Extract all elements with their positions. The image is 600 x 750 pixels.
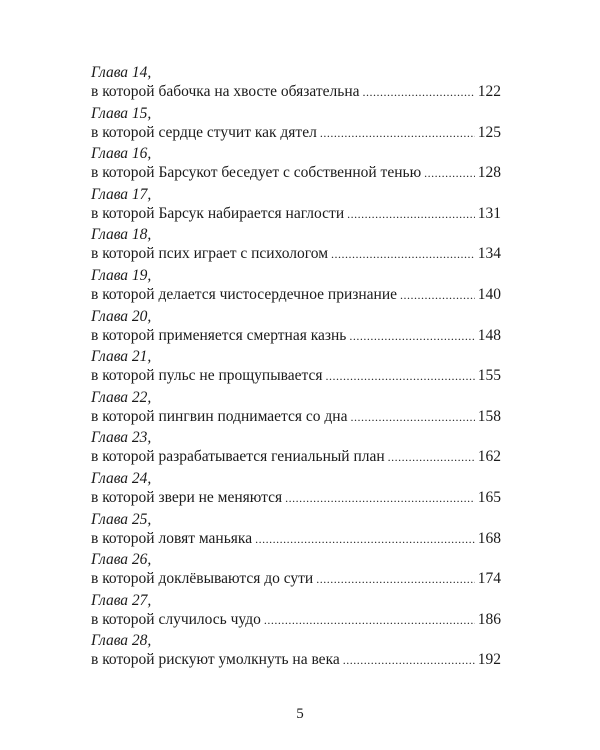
page-number: 122	[477, 83, 501, 100]
dot-leader	[424, 164, 475, 183]
toc-entry	[91, 224, 501, 265]
chapter-label: Глава 19,	[91, 266, 152, 284]
page-number: 168	[477, 529, 501, 547]
chapter-label: Глава 28,	[91, 632, 152, 650]
toc-entry	[91, 630, 501, 671]
chapter-title: в которой сердце стучит как дятел	[91, 123, 317, 141]
chapter-label: Глава 20,	[91, 307, 152, 325]
chapter-title: в которой бабочка на хвосте обязательна	[91, 83, 360, 100]
chapter-line	[91, 488, 501, 508]
dot-leader	[363, 83, 475, 102]
dot-leader	[343, 651, 475, 670]
chapter-title: в которой пульс не прощупывается	[91, 367, 323, 385]
page-number: 186	[477, 610, 501, 628]
chapter-label: Глава 25,	[91, 510, 152, 528]
chapter-label: Глава 21,	[91, 348, 152, 366]
chapter-line	[91, 82, 501, 102]
page-folio: 5	[296, 706, 304, 722]
chapter-line	[91, 366, 501, 386]
dot-leader	[331, 245, 475, 264]
chapter-line	[91, 326, 501, 346]
chapter-label: Глава 26,	[91, 551, 152, 569]
chapter-label: Глава 18,	[91, 226, 152, 244]
chapter-title: в которой случилось чудо	[91, 610, 261, 628]
toc-entry	[91, 468, 501, 509]
chapter-label: Глава 23,	[91, 429, 152, 447]
toc-entry	[91, 103, 501, 144]
chapter-line	[91, 529, 501, 549]
toc-entry	[91, 549, 501, 590]
chapter-title: в которой ловят маньяка	[91, 529, 253, 547]
table-of-contents	[91, 62, 501, 671]
page-number: 174	[477, 570, 501, 588]
chapter-title: в которой Барсук набирается наглости	[91, 204, 345, 222]
toc-entry	[91, 509, 501, 550]
toc-entry	[91, 427, 501, 468]
toc-entry	[91, 346, 501, 387]
chapter-title: в которой пингвин поднимается со дна	[91, 407, 348, 425]
toc-entry	[91, 62, 501, 103]
chapter-title: в которой Барсукот беседует с собственной тенью	[91, 164, 422, 182]
chapter-label: Глава 14,	[91, 64, 152, 81]
chapter-label: Глава 15,	[91, 104, 152, 122]
dot-leader	[388, 448, 475, 467]
page-number: 125	[477, 123, 501, 141]
chapter-line	[91, 569, 501, 589]
chapter-line	[91, 610, 501, 630]
toc-entry	[91, 387, 501, 428]
chapter-title: в которой разрабатывается гениальный план	[91, 448, 385, 466]
page-number: 192	[477, 651, 501, 669]
chapter-title: в которой псих играет с психологом	[91, 245, 329, 263]
dot-leader	[255, 530, 475, 549]
toc-entry	[91, 265, 501, 306]
chapter-line	[91, 650, 501, 670]
dot-leader	[400, 286, 475, 305]
chapter-line	[91, 204, 501, 224]
dot-leader	[350, 408, 474, 427]
chapter-title: в которой применяется смертная казнь	[91, 326, 347, 344]
page-number: 148	[477, 326, 501, 344]
dot-leader	[320, 124, 475, 143]
page-number: 140	[477, 285, 501, 303]
chapter-label: Глава 16,	[91, 145, 152, 163]
dot-leader	[285, 489, 475, 508]
chapter-title: в которой рискуют умолкнуть на века	[91, 651, 340, 669]
chapter-title: в которой делается чистосердечное признание	[91, 285, 398, 303]
toc-entry	[91, 306, 501, 347]
page-number: 155	[477, 367, 501, 385]
chapter-title: в которой доклёвываются до сути	[91, 570, 314, 588]
chapter-line	[91, 123, 501, 143]
chapter-label: Глава 27,	[91, 591, 152, 609]
chapter-label: Глава 22,	[91, 388, 152, 406]
page-number: 131	[477, 204, 501, 222]
page-number: 158	[477, 407, 501, 425]
chapter-label: Глава 24,	[91, 469, 152, 487]
chapter-line	[91, 447, 501, 467]
dot-leader	[264, 611, 475, 630]
page-number: 128	[477, 164, 501, 182]
chapter-label: Глава 17,	[91, 185, 152, 203]
chapter-line	[91, 163, 501, 183]
dot-leader	[316, 570, 475, 589]
chapter-line	[91, 244, 501, 264]
dot-leader	[325, 367, 474, 386]
page-number: 165	[477, 488, 501, 506]
chapter-line	[91, 285, 501, 305]
dot-leader	[349, 327, 474, 346]
chapter-line	[91, 407, 501, 427]
chapter-title: в которой звери не меняются	[91, 488, 283, 506]
dot-leader	[347, 205, 475, 224]
page-number: 134	[477, 245, 501, 263]
toc-entry	[91, 590, 501, 631]
toc-entry	[91, 143, 501, 184]
toc-entry	[91, 184, 501, 225]
page-number: 162	[477, 448, 501, 466]
